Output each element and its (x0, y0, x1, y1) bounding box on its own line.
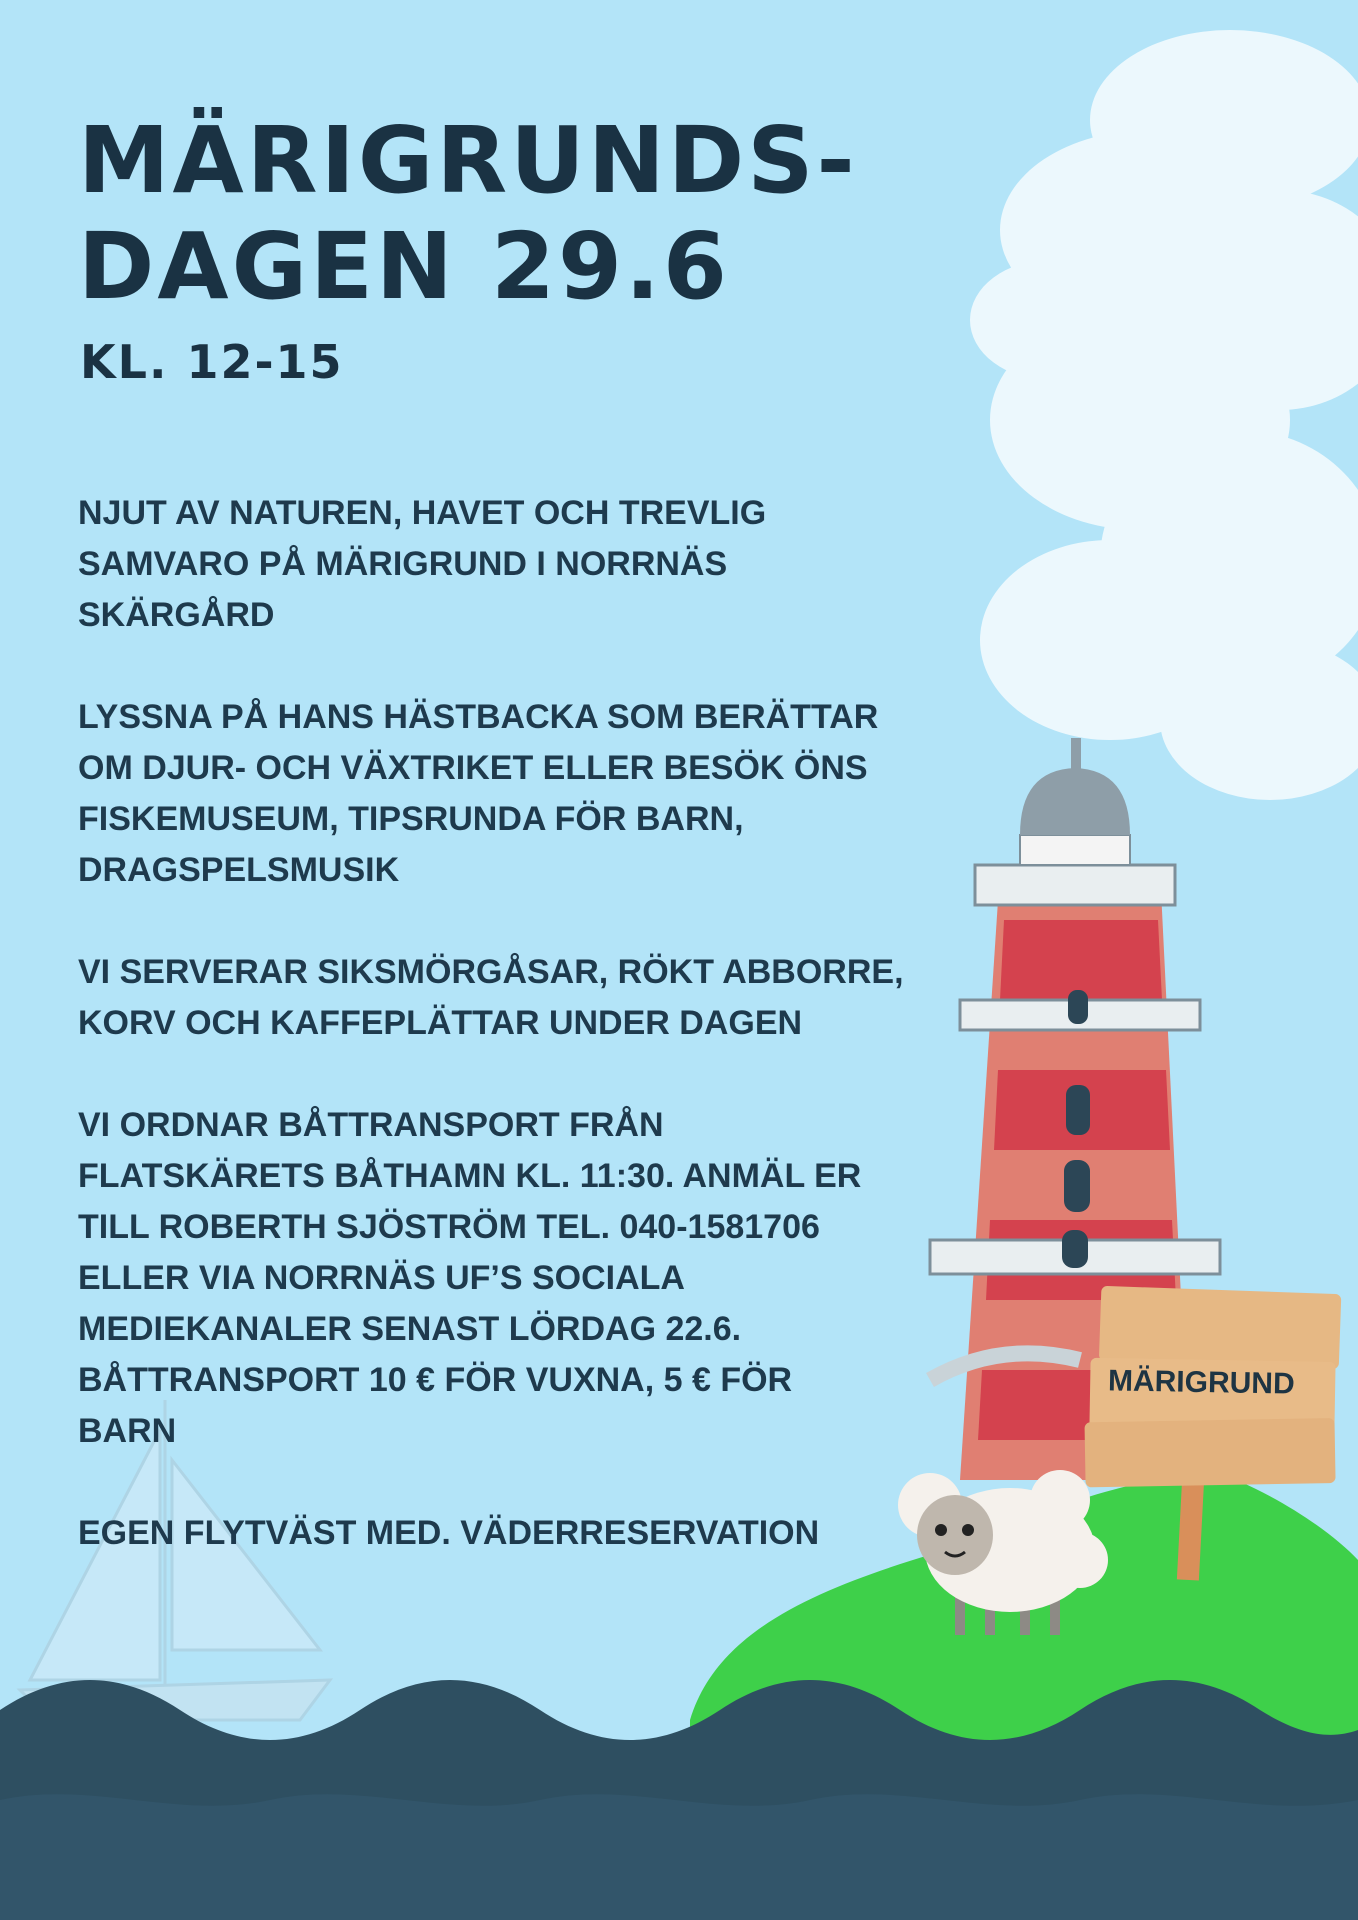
paragraph-note (78, 1508, 938, 1559)
text-line: LYSSNA PÅ HANS HÄSTBACKA SOM BERÄTTAR (78, 698, 879, 736)
text-line: FLATSKÄRETS BÅTHAMN KL. 11:30. ANMÄL ER (78, 1157, 862, 1195)
text-line: VI SERVERAR SIKSMÖRGÅSAR, RÖKT ABBORRE, (78, 953, 904, 991)
event-time: KL. 12-15 (80, 335, 344, 389)
sign-label: MÄRIGRUND (1107, 1364, 1295, 1401)
text-line: SKÄRGÅRD (78, 596, 275, 634)
paragraph-activities (78, 692, 938, 896)
text-line: BARN (78, 1412, 177, 1450)
text-line: KORV OCH KAFFEPLÄTTAR UNDER DAGEN (78, 1004, 803, 1042)
text-line: OM DJUR- OCH VÄXTRIKET ELLER BESÖK ÖNS (78, 749, 868, 787)
text-line: EGEN FLYTVÄST MED. VÄDERRESERVATION (78, 1514, 820, 1552)
paragraph-intro (78, 488, 938, 641)
clouds-illustration (970, 30, 1358, 800)
paragraph-transport (78, 1100, 938, 1457)
text-line: MEDIEKANALER SENAST LÖRDAG 22.6. (78, 1310, 742, 1348)
text-line: ELLER VIA NORRNÄS UF’S SOCIALA (78, 1259, 685, 1297)
text-line: SAMVARO PÅ MÄRIGRUND I NORRNÄS (78, 545, 728, 583)
title-line: MÄRIGRUNDS- (78, 107, 858, 214)
text-line: NJUT AV NATUREN, HAVET OCH TREVLIG (78, 494, 767, 532)
text-line: BÅTTRANSPORT 10 € FÖR VUXNA, 5 € FÖR (78, 1361, 793, 1399)
text-line: TILL ROBERTH SJÖSTRÖM TEL. 040-1581706 (78, 1208, 820, 1246)
event-title (78, 108, 858, 320)
text-line: FISKEMUSEUM, TIPSRUNDA FÖR BARN, (78, 800, 744, 838)
sea-waves-shade (0, 1794, 1358, 1920)
paragraph-food (78, 947, 938, 1049)
text-line: DRAGSPELSMUSIK (78, 851, 400, 889)
title-line: DAGEN 29.6 (78, 213, 730, 320)
text-line: VI ORDNAR BÅTTRANSPORT FRÅN (78, 1106, 664, 1144)
event-description (78, 488, 938, 1610)
